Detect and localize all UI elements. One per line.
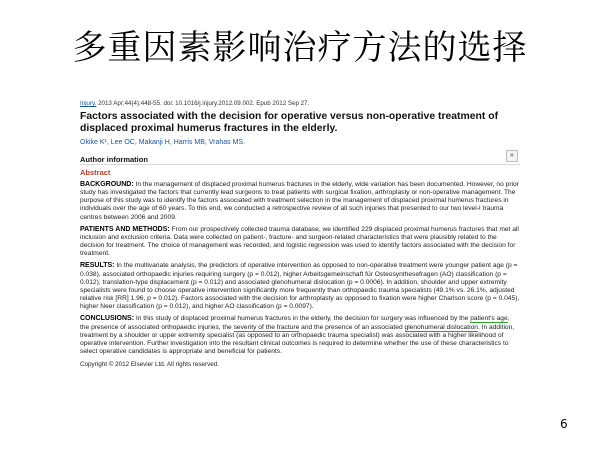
background-section	[80, 181, 520, 222]
background-label: BACKGROUND:	[80, 181, 134, 188]
methods-section	[80, 226, 520, 259]
slide-title: 多重因素影响治疗方法的选择	[72, 28, 528, 68]
citation	[80, 100, 520, 108]
author-info-row	[80, 149, 520, 164]
conclusions-text-2: , the presence of associated orthopaedic injuries, the	[80, 315, 510, 331]
conclusions-text-3: and the presence of an associated	[299, 323, 405, 331]
methods-label: PATIENTS AND METHODS:	[80, 225, 170, 233]
methods-text: From our prospectively collected trauma database, we identified 229 displaced proximal humerus fractures that met all inclusion and exclusion criteria. Data were collected on patient-, fracture- and surgeon-related characteristics that were plausibly related to the decision for treatment. The choice of management was recorded, and logistic regression was used to identify factors associated with the decision for treatment.	[80, 225, 519, 258]
author-list[interactable]: Okike K¹, Lee OC, Makanji H, Harris MB, Vrahas MS.	[80, 139, 246, 146]
abstract-heading: Abstract	[80, 168, 111, 177]
copyright-notice: Copyright © 2012 Elsevier Ltd. All rights reserved.	[80, 361, 220, 369]
abstract-screenshot	[80, 100, 520, 368]
highlight-fracture-severity: severity of the fracture	[233, 323, 300, 331]
conclusions-text-1: In this study of displaced proximal humerus fractures in the elderly, the decision for surgery was influenced by the	[134, 315, 471, 323]
results-text: In the multivariate analysis, the predictors of operative intervention as opposed to non-operative treatment were younger patient age (p = 0.038), associated orthopaedic injuries requiring surgery (p = 0.012), higher Arbeitsgemeinschaft für Osteosynthesefragen (AO) classification (p = 0.012), translation-type displacement (p = 0.012) and associated glenohumeral dislocation (p = 0.0006). In addition, shoulder and upper extremity specialists were found to choose operative intervention significantly more frequently than orthopaedic trauma specialists (49.1% vs. 26.1%, adjusted relative risk [RR] 1.96, p = 0.012). Factors associated with the decision for arthroplasty as opposed to fixation were higher Charlson score (p = 0.045), higher Neer classification (p = 0.012), and higher AO classification (p = 0.0097).	[80, 262, 520, 311]
results-label: RESULTS:	[80, 262, 115, 270]
page-number: 6	[560, 417, 568, 431]
author-information-toggle[interactable]: Author information	[80, 155, 148, 164]
conclusions-label: CONCLUSIONS:	[80, 315, 135, 323]
expand-chevron-icon[interactable]: »	[506, 150, 518, 162]
article-title: Factors associated with the decision for operative versus non-operative treatment of displaced proximal humerus fractures in the elderly.	[80, 111, 499, 134]
divider	[80, 164, 520, 165]
conclusions-section	[80, 315, 520, 356]
highlight-patient-age: patient's age	[470, 315, 508, 323]
journal-link[interactable]: Injury.	[80, 100, 97, 107]
highlight-glenohumeral-dislocation: glenohumeral dislocation	[404, 323, 478, 331]
conclusions-text-4: . In addition, treatment by a shoulder or upper extremity specialist (as opposed to an orthopaedic trauma specialist) was associated with a higher likelihood of operative intervention. Further investigation into the resultant clinical outcomes is required to determine whether the use of these characteristics to select operative candidates is appropriate and beneficial for patients.	[80, 323, 515, 355]
background-text: In the management of displaced proximal humerus fractures in the elderly, wide variation has been documented. However, no prior study has investigated the factors that currently lead surgeons to treat patients with surgical fixation, arthroplasty or non-operative management. The purpose of this study was to identify the factors associated with treatment selection in the management of displaced proximal humerus fractures in individuals over the age of 60 years. To this end, we conducted a retrospective review of all such injuries that presented to our two level-I trauma centres between 2006 and 2009.	[80, 181, 519, 221]
citation-details: 2013 Apr;44(4):448-55. doi: 10.1016/j.injury.2012.09.002. Epub 2012 Sep 27.	[96, 100, 310, 107]
results-section	[80, 262, 520, 311]
